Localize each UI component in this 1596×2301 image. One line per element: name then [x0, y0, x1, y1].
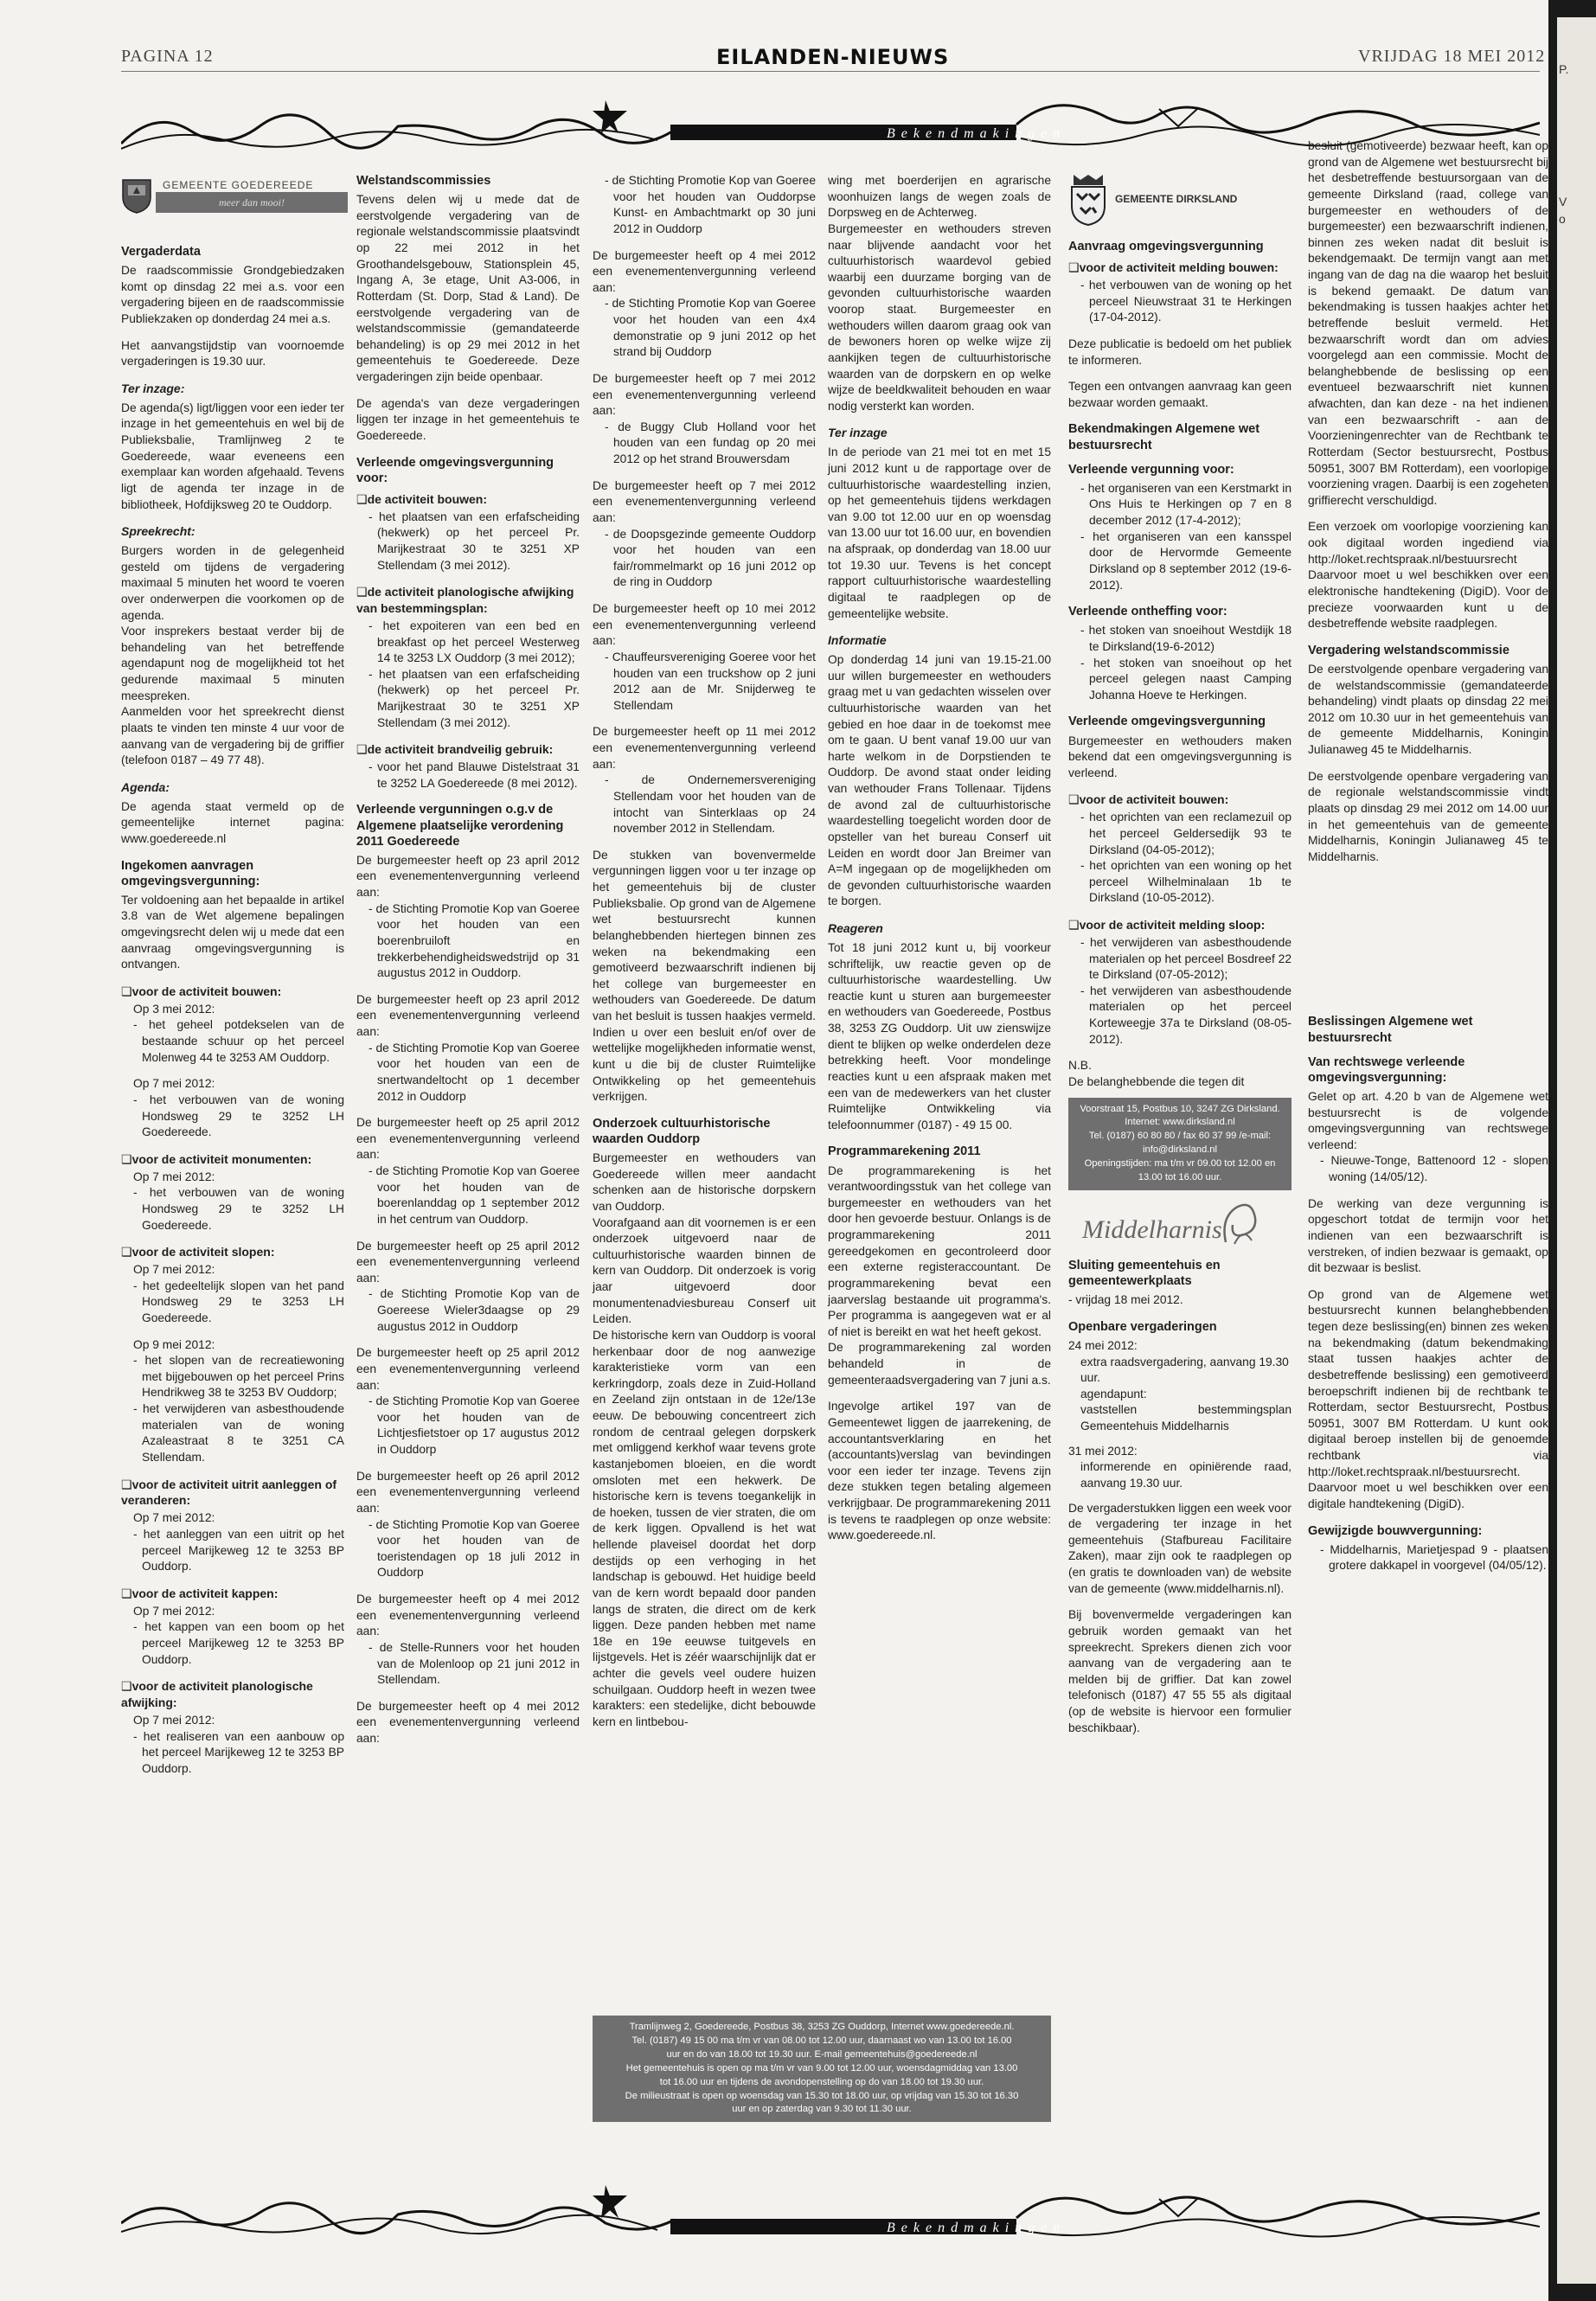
heading-reageren: Reageren: [828, 921, 883, 936]
heading-ingekomen: Ingekomen aanvragen omgevingsvergunning:: [121, 858, 260, 888]
paragraph: Burgemeester en wethouders maken bekend dat een omgevingsvergunning is verleend.: [1068, 734, 1292, 779]
column-goedereede-4: [828, 173, 1051, 1554]
paragraph: De agenda's van deze vergaderingen liggen ter inzage in het gemeentehuis te Goedereede.: [356, 396, 580, 442]
list-item: - het expoiteren van een bed en breakfast op het perceel Westerweg 14 te 3253 LX Ouddorp (3 mei 2012);: [369, 619, 580, 665]
banner-title: Bekendmakingen: [887, 126, 1067, 141]
masthead: EILANDEN-NIEUWS: [716, 45, 950, 69]
heading-ontheffing: Verleende ontheffing voor:: [1068, 605, 1227, 619]
list-item: - de Stelle-Runners voor het houden van de Molenloop op 21 juni 2012 in Stellendam.: [369, 1640, 580, 1687]
paragraph: De historische kern van Ouddorp is vooral herkenbaar door de nog aanwezige karakteristieke vorm van een kerkringdorp, zoals deze in Zuid-Holland en Zeeland zijn ontstaan in de 12e/13e eeuw. De bebouwing concentreert zich rondom de centraal gelegen dorpskerk met omliggend kerkhof waar tevens grote kastanjebomen bloeien, en die wordt omsloten met een hekwerk. De historische kern is tevens toegankelijk in de hoeken, tussen de vier straten, die om de kerk liggen. Opvallend is het wat hellende plaveisel doordat het dorp destijds op een verhoging in het landschap is gebouwd. Het huidige beeld van de kern wordt bepaald door panden langs de straten, die direct om de kerk liggen. Deze panden hebben met name 18e en 19e eeuwse tuitgevels en lijstgevels. Het is zéér waarschijnlijk dat er achter die gevels veel oudere huizen schuilgaan. Ouddorp heeft in wezen twee karakters: een stedelijke, dicht bebouwde kern en lintbebou-: [593, 1328, 816, 1728]
nb-label: N.B.: [1068, 1059, 1092, 1073]
list-date: Op 7 mei 2012:: [133, 1604, 215, 1618]
paragraph: Tot 18 juni 2012 kunt u, bij voorkeur schriftelijk, uw reactie geven op de cultuurhistorische waardestelling. Uw reactie kunt u sturen aan burgemeester en wethouders van Goedereede, Postbus 38, 3253 ZG Ouddorp. Uit uw zienswijze dient te blijken op welke onderdelen deze betrekking heeft. Voor mondelinge reacties kunt u een afspraak maken met een van de medewerkers van het cluster Ruimtelijke Ontwikkeling via telefoonnummer (0187) - 49 15 00.: [828, 940, 1051, 1131]
subheading-kappen: ❑ voor de activiteit kappen:: [121, 1586, 344, 1602]
adjacent-page-label: P.: [1559, 62, 1569, 76]
list-item: - het aanleggen van een uitrit op het perceel Marijkeweg 12 te 3253 BP Ouddorp.: [133, 1528, 344, 1574]
subheading-slopen: ❑ voor de activiteit slopen:: [121, 1244, 344, 1260]
paragraph: De burgemeester heeft op 25 april 2012 een evenementenvergunning verleend aan:: [356, 1116, 580, 1162]
list-item: - het verbouwen van de woning Hondsweg 29 te 3252 LH Goedereede.: [133, 1186, 344, 1232]
adjacent-page-letter: V: [1559, 195, 1567, 208]
paragraph: Tevens delen wij u mede dat de eerstvolgende vergadering van de regionale welstandscommissie plaatsvindt op 22 mei 2012 in het Groothandelsgebouw, Stationsplein 45, Ingang A, 3e etage, Unit A3-006, in Rotterdam (St. Dorp, Stad & Land). De eerstvolgende vergadering van de welstandscommissie (gemandateerde behandeling) is op 29 mei 2012 in het gemeentehuis te Goedereede. Deze vergaderingen zijn beide openbaar.: [356, 193, 580, 383]
goedereede-slogan: meer dan mooi!: [156, 192, 348, 213]
list-item: - het verwijderen van asbesthoudende materialen van de woning Azaleastraat 8 te 3251 CA Stellendam.: [133, 1402, 344, 1464]
paragraph: Op donderdag 14 juni van 19.15-21.00 uur willen burgemeester en wethouders graag met u van gedachten wisselen over cultuurhistorische waarden van het gebied en hoe daar in de toekomst mee om te gaan. U bent vanaf 19.00 uur van harte welkom in de Dorpstienden te Ouddorp. De avond staat onder leiding van wethouder Frans Tollenaar. Tijdens de avond zal de cultuurhistorische waardestelling toegelicht worden door de opsteller van het bureau Conserf uit Leiden en wordt door Jan Breimer van A=M ingegaan op de mogelijkheden om de gevonden cultuurhistorische waarden te borgen.: [828, 653, 1051, 908]
paragraph: De burgemeester heeft op 11 mei 2012 een evenementenvergunning verleend aan:: [593, 725, 816, 771]
paragraph: besluit (gemotiveerde) bezwaar heeft, kan op grond van de Algemene wet bestuursrecht bij het desbetreffende bestuursorgaan van de gemeente Dirksland (raad, college van burgemeester en wethouders of de burgemeester) een bezwaarschrift indienen, binnen zes weken nadat dit besluit is bekendgemaakt. De termijn vangt aan met ingang van de dag na die waarop het besluit is bekend gemaakt. De datum van bekendmaking is tussen haakjes achter het betreffende besluit vermeld. Het bezwaarschrift wordt dan om advies voorgelegd aan een commissie. Mocht de belanghebbende de beslissing op een eventueel bezwaarschrift niet kunnen afwachten, dan kan deze - na het indienen van een bezwaarschrift - aan de Voorzieningenrechter van de Rechtbank te Rotterdam (Sector bestuursrecht, Postbus 50951, 3007 BM Rotterdam), een voorlopige voorziening vragen. Daarbij is een zogeheten griffierecht verschuldigd.: [1308, 139, 1548, 507]
paragraph: De agenda staat vermeld op de gemeentelijke internet pagina: www.goedereede.nl: [121, 799, 344, 845]
subheading-bouwen: ❑ voor de activiteit bouwen:: [121, 984, 344, 1000]
wave-ornament: [121, 2180, 1540, 2249]
heading-onderzoek: Onderzoek cultuurhistorische waarden Ouddorp: [593, 1116, 771, 1146]
list-date: Op 7 mei 2012:: [133, 1077, 215, 1091]
list-item: - het plaatsen van een erfafscheiding (hekwerk) op het perceel Pr. Marijkestraat 30 te 3251 XP Stellendam (3 mei 2012).: [369, 510, 580, 572]
list-date: Op 7 mei 2012:: [133, 1170, 215, 1183]
goedereede-crest-icon: [121, 176, 152, 215]
contact-line: Tramlijnweg 2, Goedereede, Postbus 38, 3253 ZG Ouddorp, Internet www.goedereede.nl.: [629, 2022, 1015, 2032]
paragraph: wing met boerderijen en agrarische woonhuizen langs de wegen zoals de Dorpsweg en de Achterweg.: [828, 174, 1051, 220]
list-item: - het verwijderen van asbesthoudende materialen op het perceel Bosdreef 22 te Dirksland (07-05-2012);: [1080, 935, 1292, 982]
paragraph: Burgemeester en wethouders streven naar blijvende aandacht voor het cultuurhistorisch waardevol gebied waarbij een duurzame borging van de gevonden cultuurhistorische waarden voorop staat. Burgemeester en wethouders willen daarom graag ook van de bewoners horen op welke wijze zij aankijken tegen de cultuurhistorische waarden van de dorpskern en op welke wijze de beeldkwaliteit behouden en waar nodig versterkt kan worden.: [828, 221, 1051, 413]
list-item: - de Stichting Promotie Kop van Goeree voor het houden van de Lichtjesfietstoer op 17 augustus 2012 in Ouddorp: [369, 1394, 580, 1457]
paragraph: In de periode van 21 mei tot en met 15 juni 2012 kunt u de rapportage over de cultuurhistorische waardestelling inzien, op het gemeentehuis tijdens werkdagen van 9.00 tot 12.00 uur en op woensdag van 13.00 uur tot 16.00 uur, en bovendien na afspraak, op donderdag van 18.00 uur tot 19.30 uur. Tevens is het concept rapport cultuurhistorische waardestelling digitaal te raadplegen op de gemeentelijke website.: [828, 445, 1051, 620]
goedereede-logo: [121, 173, 344, 234]
column-goedereede-1: [121, 173, 344, 1788]
list-item: - het realiseren van een aanbouw op het perceel Marijkeweg 12 te 3253 BP Ouddorp.: [133, 1729, 344, 1775]
subheading-monumenten: ❑ voor de activiteit monumenten:: [121, 1151, 344, 1168]
subheading-melding-sloop: ❑ voor de activiteit melding sloop:: [1068, 917, 1292, 933]
list-item: - het organiseren van een kansspel door de Hervormde Gemeente Dirksland op 8 september 2012 (19-6-2012).: [1080, 529, 1292, 592]
column-middelharnis: [1308, 138, 1548, 1585]
paragraph: De burgemeester heeft op 25 april 2012 een evenementenvergunning verleend aan:: [356, 1346, 580, 1392]
heading-van-rechtswege: Van rechtswege verleende omgevingsvergunning:: [1308, 1054, 1465, 1085]
list-item: - het stoken van snoeihout op het perceel gelegen naast Camping Johanna Hoeve te Herkingen.: [1080, 656, 1292, 702]
section-banner-bottom: [121, 2180, 1540, 2249]
subheading-bouwen: ❑ de activiteit bouwen:: [356, 491, 580, 508]
list-item: - de Doopsgezinde gemeente Ouddorp voor het houden van een fair/rommelmarkt op 16 juni 2012 op de ring in Ouddorp: [605, 527, 816, 589]
list-item: - Nieuwe-Tonge, Battenoord 12 - slopen woning (14/05/12).: [1320, 1154, 1548, 1183]
meeting-date: 24 mei 2012:: [1068, 1338, 1138, 1352]
adjacent-page-letter: o: [1559, 212, 1566, 226]
heading-informatie: Informatie: [828, 633, 887, 648]
paragraph: Tegen een ontvangen aanvraag kan geen bezwaar worden gemaakt.: [1068, 380, 1292, 409]
dirksland-crest-icon: [1068, 173, 1108, 227]
column-dirksland-middelharnis: [1068, 173, 1292, 1747]
page-number: PAGINA 12: [121, 47, 214, 66]
list-item: - het kappen van een boom op het perceel Marijkeweg 12 te 3253 BP Ouddorp.: [133, 1620, 344, 1666]
heading-welstandscommissies: Welstandscommissies: [356, 174, 491, 188]
paragraph: De programmarekening zal worden behandeld in de gemeenteraadsvergadering van 7 juni a.s.: [828, 1341, 1051, 1387]
heading-vergadering-welstand: Vergadering welstandscommissie: [1308, 643, 1509, 657]
subheading-melding-bouwen: ❑ voor de activiteit melding bouwen:: [1068, 260, 1292, 276]
list-item: - Middelharnis, Marietjespad 9 - plaatsen grotere dakkapel in voorgevel (04/05/12).: [1320, 1542, 1548, 1573]
heading-programmarekening: Programmarekening 2011: [828, 1144, 981, 1159]
list-item: - het plaatsen van een erfafscheiding (hekwerk) op het perceel Pr. Marijkestraat 30 te 3251 XP Stellendam (3 mei 2012).: [369, 667, 580, 729]
list-item: - de Stichting Promotie Kop van Goeree voor het houden van Ouddorpse Kunst- en Ambachtmarkt op 30 juni 2012 in Ouddorp: [605, 174, 816, 235]
issue-date: VRIJDAG 18 MEI 2012: [1358, 47, 1546, 66]
contact-line: Tel. (0187) 49 15 00 ma t/m vr van 08.00 tot 12.00 uur, daarnaast wo van 13.00 tot 16.00: [631, 2035, 1012, 2046]
paragraph: Burgemeester en wethouders van Goedereede willen meer aandacht schenken aan de historische dorpskern van Ouddorp.: [593, 1151, 816, 1213]
goedereede-name: GEMEENTE GOEDEREEDE: [163, 179, 314, 191]
nb-text: De belanghebbende die tegen dit: [1068, 1074, 1245, 1088]
spacer: [1308, 875, 1548, 1005]
paragraph: De raadscommissie Grondgebiedzaken komt op dinsdag 22 mei a.s. voor een vergadering bijeen en de raadscommissie Publiekzaken op donderdag 24 mei a.s.: [121, 264, 344, 325]
paragraph: De agenda(s) ligt/liggen voor een ieder ter inzage in het gemeentehuis en wel bij de Publieksbalie, Tramlijnweg 2 te Goedereede, waar eveneens een exemplaar kan worden afgehaald. Tevens ligt de agenda ter inzage in de bibliotheek, Hofdijksweg 20 te Ouddorp.: [121, 401, 344, 511]
paragraph: De eerstvolgende openbare vergadering van de welstandscommissie (gemandateerde behandeling) vindt plaats op dinsdag 22 mei 2012 om 10.30 uur in het gemeentehuis van de gemeente Middelharnis, Koningin Julianaweg 45 te Middelharnis.: [1308, 662, 1548, 756]
middelharnis-wordmark: Middelharnis: [1082, 1215, 1222, 1244]
dirksland-name: GEMEENTE DIRKSLAND: [1115, 193, 1238, 205]
dirksland-contact-box: [1068, 1098, 1292, 1190]
heading-agenda: Agenda:: [121, 779, 170, 794]
paragraph: De burgemeester heeft op 4 mei 2012 een evenementenvergunning verleend aan:: [593, 248, 816, 294]
paragraph: De burgemeester heeft op 25 april 2012 een evenementenvergunning verleend aan:: [356, 1239, 580, 1285]
paragraph: Aanmelden voor het spreekrecht dienst plaats te vinden ten minste 4 uur voor de aanvang van de vergadering bij de griffier (telefoon 0187 – 49 77 48).: [121, 705, 344, 767]
banner-title: Bekendmakingen: [887, 2221, 1067, 2235]
list-item: - de Ondernemersvereniging Stellendam voor het houden van de intocht van Sinterklaas op 24 november 2012 in Stellendam.: [605, 773, 816, 836]
heading-ter-inzage: Ter inzage: [828, 426, 888, 440]
middelharnis-swirl-icon: [1217, 1201, 1260, 1247]
heading-verleende-vergunning: Verleende vergunning voor:: [1068, 462, 1234, 477]
subheading-planologisch: ❑ voor de activiteit planologische afwijking:: [121, 1678, 344, 1711]
meeting-agenda: agendapunt:: [1080, 1387, 1147, 1400]
meeting-item: vaststellen bestemmingsplan Gemeentehuis Middelharnis: [1080, 1403, 1292, 1433]
paragraph: Voor insprekers bestaat verder bij de behandeling van het betreffende agendapunt nog de mogelijkheid tot het gedurende maximaal 5 minuten meespreken.: [121, 625, 344, 702]
heading-gewijzigde-bouwvergunning: Gewijzigde bouwvergunning:: [1308, 1523, 1483, 1538]
paragraph: De vergaderstukken liggen een week voor de vergadering ter inzage in het gemeentehuis (Stafbureau Facilitaire Zaken), maar zijn ook te raadplegen op (en gratis te downloaden van) de website van de gemeente (www.middelharnis.nl).: [1068, 1501, 1292, 1595]
heading-apv: Verleende vergunningen o.g.v de Algemene plaatselijke verordening 2011 Goedereede: [356, 803, 564, 849]
list-date: Op 7 mei 2012:: [133, 1511, 215, 1525]
contact-line: De milieustraat is open op woensdag van 15.30 tot 18.00 uur, op vrijdag van 15.30 tot 16.30: [625, 2090, 1019, 2101]
heading-spreekrecht: Spreekrecht:: [121, 524, 195, 539]
paragraph: Voorafgaand aan dit voornemen is er een onderzoek uitgevoerd naar de cultuurhistorische waarden binnen de kern van Ouddorp. Dit onderzoek is vorig jaar uitgevoerd door monumentenadviesbureau Conserf uit Leiden.: [593, 1215, 816, 1326]
list-item: - de Stichting Promotie Kop van Goeree voor het houden van een de snertwandeltocht op 1 december 2012 in Ouddorp: [369, 1041, 580, 1103]
list-item: - de Stichting Promotie Kop van Goeree voor het houden van de boerenlanddag op 1 september 2012 in het centrum van Ouddorp.: [369, 1164, 580, 1226]
list-item: - het slopen van de recreatiewoning met bijgebouwen op het perceel Prins Hendrikweg 38 te 3253 BV Ouddorp;: [133, 1354, 344, 1400]
list-item: - het stoken van snoeihout Westdijk 18 te Dirksland(19-6-2012): [1080, 624, 1292, 653]
heading-aanvraag: Aanvraag omgevingsvergunning: [1068, 240, 1264, 253]
header-rule: [121, 71, 1540, 72]
list-item: - de Stichting Promotie Kop van Goeree voor het houden van een boerenbruiloft en trekkerbehendigheidswedstrijd op 31 augustus 2012 in Ouddorp.: [369, 901, 580, 980]
paragraph: Bij bovenvermelde vergaderingen kan gebruik worden gemaakt van het spreekrecht. Sprekers dienen zich voor aanvang van de vergadering aan te melden bij de griffier. Dat kan zowel telefonisch (0187) 47 55 55 als digitaal (op de website is hiervoor een formulier beschikbaar).: [1068, 1608, 1292, 1734]
list-item: - het organiseren van een Kerstmarkt in Ons Huis te Herkingen op 7 en 8 december 2012 (17-4-2012);: [1080, 481, 1292, 528]
paragraph: De burgemeester heeft op 23 april 2012 een evenementenvergunning verleend aan:: [356, 992, 580, 1039]
heading-ter-inzage: Ter inzage:: [121, 381, 185, 395]
paragraph: De burgemeester heeft op 26 april 2012 een evenementenvergunning verleend aan:: [356, 1469, 580, 1515]
goedereede-contact-box: [593, 2016, 1051, 2122]
paragraph: Gelet op art. 4.20 b van de Algemene wet bestuursrecht is de volgende omgevingsvergunning van rechtswege verleend:: [1308, 1089, 1548, 1151]
subheading-brandveilig: ❑ de activiteit brandveilig gebruik:: [356, 741, 580, 758]
list-date: Op 9 mei 2012:: [133, 1337, 215, 1351]
list-item: - de Stichting Promotie Kop van de Goereese Wieler3daagse op 29 augustus 2012 in Ouddorp: [369, 1287, 580, 1333]
list-item: - de Stichting Promotie Kop van Goeree voor het houden van een 4x4 demonstratie op 9 juni 2012 op het strand bij Ouddorp: [605, 297, 816, 359]
paragraph: De burgemeester heeft op 4 mei 2012 een evenementenvergunning verleend aan:: [356, 1699, 580, 1746]
list-date: Op 7 mei 2012:: [133, 1263, 215, 1277]
list-item: - het geheel potdekselen van de bestaande schuur op het perceel Molenweg 44 te 3253 AM Ouddorp.: [133, 1018, 344, 1064]
list-item: - het verwijderen van asbesthoudende materialen op het perceel Korteweegje 37a te Dirksland (08-05-2012).: [1080, 984, 1292, 1046]
list-item: - Chauffeursvereniging Goeree voor het houden van een truckshow op 2 juni 2012 aan de Mr. Snijderweg te Stellendam: [605, 650, 816, 712]
list-item: - voor het pand Blauwe Distelstraat 31 te 3252 LA Goedereede (8 mei 2012).: [369, 760, 580, 790]
paragraph: Op grond van de Algemene wet bestuursrecht kunnen belanghebbenden tegen deze beslissing(en) binnen zes weken na bekendmaking (datum bekendmaking staat tussen haakjes achter de desbetreffende beslissing) een gemotiveerd beroepschrift indienen bij de rechtbank te Rotterdam, sector Bestuursrecht, Postbus 50951, 3007 BM Rotterdam. U kunt ook digitaal beroep instellen bij de genoemde rechtbank via http://loket.rechtspraak.nl/bestuursrecht. Daarvoor moet u wel beschikken over een digitale handtekening (DigiD).: [1308, 1287, 1548, 1510]
paragraph: De stukken van bovenvermelde vergunningen liggen voor u ter inzage op het gemeentehuis bij de cluster Publieksbalie. Op grond van de Algemene wet bestuursrecht kunnen belanghebbenden hiertegen binnen zes weken na bekendmaking een gemotiveerd bezwaarschrift indienen bij het college van burgemeester en wethouders van Goedereede. De datum van het besluit is tussen haakjes vermeld. Indien u over een besluit en/of over de wettelijke mogelijkheden informatie wenst, kunt u die bij de cluster Ruimtelijke Ontwikkeling op het gemeentehuis verkrijgen.: [593, 848, 816, 1104]
paragraph: Ter voldoening aan het bepaalde in artikel 3.8 van de Wet algemene bepalingen omgevingsrecht delen wij u mede dat een aanvraag omgevingsvergunning is ontvangen.: [121, 893, 344, 971]
list-date: Op 3 mei 2012:: [133, 1002, 215, 1016]
list-item: - het verbouwen van de woning op het perceel Nieuwstraat 31 te Herkingen (17-04-2012).: [1080, 279, 1292, 324]
heading-openbare-vergaderingen: Openbare vergaderingen: [1068, 1319, 1217, 1334]
paragraph: De burgemeester heeft op 7 mei 2012 een evenementenvergunning verleend aan:: [593, 371, 816, 418]
contact-line: Tel. (0187) 60 80 80 / fax 60 37 99 /e-mail: info@dirksland.nl: [1088, 1131, 1272, 1156]
subheading-bouwen: ❑ voor de activiteit bouwen:: [1068, 792, 1292, 808]
list-item: - het gedeeltelijk slopen van het pand Hondsweg 29 te 3253 LH Goedereede.: [133, 1279, 344, 1324]
adjacent-page-strip: [1557, 17, 1596, 2284]
paragraph: De burgemeester heeft op 10 mei 2012 een evenementenvergunning verleend aan:: [593, 602, 816, 648]
meeting-date: 31 mei 2012:: [1068, 1444, 1138, 1458]
paragraph: De eerstvolgende openbare vergadering van de regionale welstandscommissie vindt plaats op dinsdag 29 mei 2012 om 14.00 uur in het gemeentehuis van de gemeente Middelharnis, Koningin Julianaweg 45 te Middelharnis.: [1308, 769, 1548, 863]
paragraph: - vrijdag 18 mei 2012.: [1068, 1293, 1183, 1307]
contact-line: uur en do van 18.00 tot 19.30 uur. E-mail gemeentehuis@goedereede.nl: [666, 2048, 977, 2060]
list-item: - de Stichting Promotie Kop van Goeree voor het houden van de toeristendagen op 18 juli 2012 in Ouddorp: [369, 1517, 580, 1580]
paragraph: De programmarekening is het verantwoordingsstuk van het college van burgemeester en wethouders van het door hen gevoerde bestuur. Onlangs is de programmarekening 2011 gereedgekomen en gecontroleerd door een externe registeraccountant. De programmarekening bevat een jaarverslag bestaande uit programma's. Per programma is aangegeven wat er al of niet is bereikt en wat het heeft gekost.: [828, 1163, 1051, 1338]
contact-line: Het gemeentehuis is open op ma t/m vr van 9.00 tot 12.00 uur, woensdagmiddag van 13.00: [625, 2062, 1018, 2073]
subheading-planologisch: ❑ de activiteit planologische afwijking van bestemmingsplan:: [356, 584, 580, 617]
heading-bekendmakingen: Bekendmakingen Algemene wet bestuursrecht: [1068, 422, 1260, 452]
heading-beslissingen: Beslissingen Algemene wet bestuursrecht: [1308, 1015, 1473, 1045]
paragraph: De burgemeester heeft op 4 mei 2012 een evenementenvergunning verleend aan:: [356, 1593, 580, 1638]
list-date: Op 7 mei 2012:: [133, 1714, 215, 1727]
heading-sluiting: Sluiting gemeentehuis en gemeentewerkplaats: [1068, 1258, 1221, 1289]
contact-line: Openingstijden: ma t/m vr 09.00 tot 12.00 en 13.00 tot 16.00 uur.: [1084, 1158, 1276, 1183]
list-item: - het oprichten van een reclamezuil op het perceel Geldersedijk 93 te Dirksland (04-05-2012);: [1080, 811, 1292, 856]
paragraph: Deze publicatie is bedoeld om het publiek te informeren.: [1068, 336, 1292, 367]
heading-verleende-omgevingsvergunning: Verleende omgevingsvergunning: [1068, 715, 1266, 729]
paragraph: Burgers worden in de gelegenheid gesteld om tijdens de vergadering maximaal 5 minuten het woord te voeren over onderwerpen die voorkomen op de agenda.: [121, 544, 344, 622]
meeting-item: extra raadsvergadering, aanvang 19.30 uur.: [1080, 1355, 1289, 1385]
middelharnis-logo: [1068, 1197, 1292, 1249]
dirksland-logo: [1068, 173, 1292, 230]
paragraph: Een verzoek om voorlopige voorziening kan ook digitaal worden ingediend via http://loket.rechtspraak.nl/bestuursrecht Daarvoor moet u wel beschikken over een elektronische handtekening (DigiD). Voor de precieze voorwaarden kunt u de desbetreffende website raadplegen.: [1308, 520, 1548, 631]
paragraph: De burgemeester heeft op 23 april 2012 een evenementenvergunning verleend aan:: [356, 853, 580, 900]
contact-line: tot 16.00 uur en tijdens de avondopenstelling op do van 18.00 tot 19.30 uur.: [659, 2076, 984, 2087]
list-item: - het oprichten van een woning op het perceel Wilhelminalaan 1b te Dirksland (10-05-2012).: [1080, 859, 1292, 905]
list-item: - het verbouwen van de woning Hondsweg 29 te 3252 LH Goedereede.: [133, 1093, 344, 1139]
column-goedereede-2: [356, 173, 580, 1758]
paragraph: Het aanvangstijdstip van voornoemde vergaderingen is 19.30 uur.: [121, 338, 344, 369]
paragraph: Ingevolge artikel 197 van de Gemeentewet liggen de jaarrekening, de accountantsverklaring en het (accountants)verslag van bevindingen voor een ieder ter inzage. Tevens zijn deze stukken tegen betaling algemeen verkrijgbaar. De programmarekening 2011 is tevens te raadplegen op onze website: www.goedereede.nl.: [828, 1400, 1051, 1542]
subheading-uitrit: ❑ voor de activiteit uitrit aanleggen of veranderen:: [121, 1477, 344, 1509]
column-goedereede-3: [593, 173, 816, 1741]
list-item: - de Buggy Club Holland voor het houden van een fundag op 20 mei 2012 op het strand Brouwersdam: [605, 420, 816, 465]
contact-line: Voorstraat 15, Postbus 10, 3247 ZG Dirksland. Internet: www.dirksland.nl: [1080, 1103, 1280, 1128]
paragraph: De werking van deze vergunning is opgeschort totdat de termijn voor het indienen van een bezwaarschrift is verstreken, of indien bezwaar is gemaakt, op dit bezwaar is beslist.: [1308, 1196, 1548, 1275]
paragraph: De burgemeester heeft op 7 mei 2012 een evenementenvergunning verleend aan:: [593, 478, 816, 524]
meeting-item: informerende en opiniërende raad, aanvang 19.30 uur.: [1080, 1460, 1292, 1490]
heading-vergaderdata: Vergaderdata: [121, 245, 201, 259]
contact-line: uur en op zaterdag van 9.30 tot 11.30 uur.: [732, 2104, 912, 2115]
heading-verleende: Verleende omgevingsvergunning voor:: [356, 455, 554, 485]
